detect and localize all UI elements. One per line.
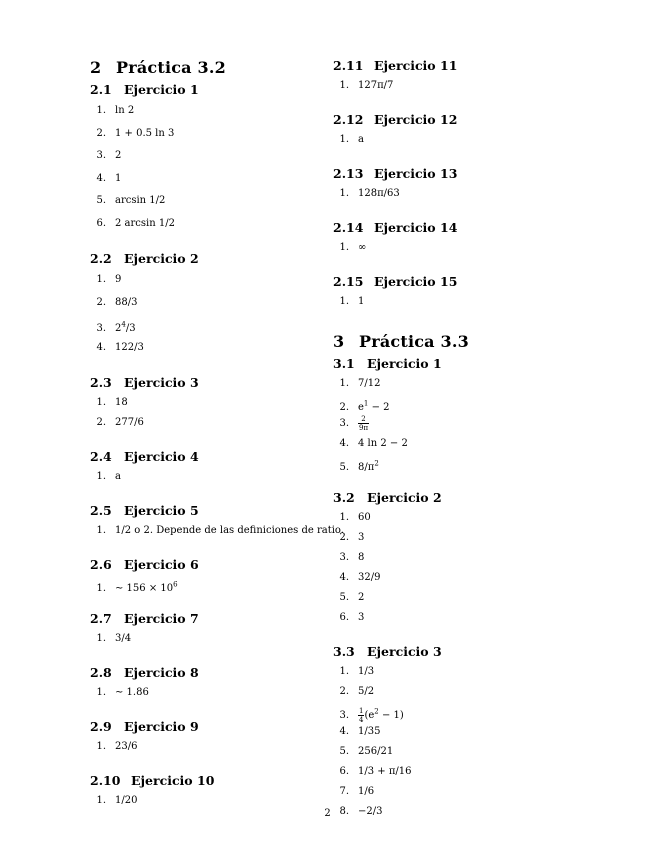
answer-exponent: 2 (374, 460, 379, 468)
answer-exponent: 2 (374, 708, 379, 716)
item-number: 1. (96, 633, 106, 644)
list-item (333, 76, 573, 96)
item-number: 1. (339, 80, 349, 91)
list-item (333, 528, 573, 548)
answer-list (333, 508, 573, 628)
subsection-number: 2.10 (90, 773, 121, 788)
subsection-number: 2.8 (90, 665, 112, 680)
answer-value: 18 (115, 397, 128, 408)
subsection-heading (90, 249, 330, 269)
answer-list (90, 629, 330, 649)
spacer (333, 628, 573, 642)
item-number: 2. (339, 686, 349, 697)
subsection-title: Ejercicio 12 (374, 112, 458, 127)
item-number: 5. (96, 195, 106, 206)
subsection-title: Ejercicio 2 (124, 251, 199, 266)
answer-list (90, 575, 330, 595)
list-item (333, 702, 573, 725)
item-number: 1. (339, 666, 349, 677)
subsection-heading (333, 164, 573, 184)
subsection-number: 2.14 (333, 220, 364, 235)
subsection-heading (90, 663, 330, 683)
subsection-title: Ejercicio 15 (374, 274, 458, 289)
item-number: 1. (96, 471, 106, 482)
list-item (333, 782, 573, 802)
answer-value: 5/2 (358, 686, 375, 697)
answer-base: ∼ 156 × 10 (115, 583, 174, 595)
item-number: 1. (96, 687, 106, 698)
item-number: 1. (339, 296, 349, 307)
spacer (90, 595, 330, 609)
subsection-title: Ejercicio 1 (367, 356, 442, 371)
subsection-number: 2.12 (333, 112, 364, 127)
answer-rest: /3 (125, 323, 136, 335)
list-item (333, 662, 573, 682)
answer-value: ∞ (358, 242, 367, 253)
list-item (333, 762, 573, 782)
answer-value: 1 + 0.5 ln 3 (115, 127, 175, 139)
answer-rest: − 2 (368, 402, 390, 414)
list-item (90, 190, 330, 213)
list-item (90, 145, 330, 168)
subsection-heading (90, 555, 330, 575)
answer-fraction (358, 415, 369, 432)
item-number: 1. (96, 741, 106, 752)
answer-value: 60 (358, 512, 371, 523)
answer-value (358, 462, 379, 473)
subsection-number: 2.1 (90, 82, 112, 97)
list-item (90, 100, 330, 123)
item-number: 5. (339, 746, 349, 757)
subsection-title: Ejercicio 3 (367, 644, 442, 659)
answer-list (333, 130, 573, 150)
list-item (90, 292, 330, 315)
item-number: 4. (339, 572, 349, 583)
subsection-number: 3.3 (333, 644, 355, 659)
subsection-number: 2.7 (90, 611, 112, 626)
answer-value: 277/6 (115, 417, 144, 428)
subsection-number: 2.6 (90, 557, 112, 572)
answer-value: 1 (358, 296, 365, 307)
fraction-denominator: 9π (359, 424, 369, 432)
answer-value: −2/3 (358, 806, 383, 817)
answer-list (333, 292, 573, 312)
answer-value: 4 ln 2 − 2 (358, 438, 408, 449)
subsection-title: Ejercicio 13 (374, 166, 458, 181)
subsection-title: Ejercicio 8 (124, 665, 199, 680)
spacer (90, 703, 330, 717)
list-item (90, 314, 330, 337)
fraction-denominator: 4 (359, 716, 364, 725)
item-number: 8. (339, 806, 349, 817)
list-item (90, 683, 330, 703)
list-item (90, 413, 330, 433)
fraction-numerator: 1 (359, 707, 364, 716)
answer-value: 1/2 o 2. Depende de las definiciones de ratio. (115, 525, 344, 536)
item-number: 1. (96, 525, 106, 536)
answer-list (333, 662, 573, 822)
subsection-number: 3.1 (333, 356, 355, 371)
item-number: 1. (339, 378, 349, 389)
spacer (90, 487, 330, 501)
list-item (333, 508, 573, 528)
spacer (333, 258, 573, 272)
subsection-title: Ejercicio 2 (367, 490, 442, 505)
item-number: 1. (339, 134, 349, 145)
subsection-heading (333, 110, 573, 130)
page-number: 2 (324, 808, 331, 819)
item-number: 3. (96, 150, 106, 161)
list-item (333, 568, 573, 588)
list-item (333, 682, 573, 702)
answer-value: 1/35 (358, 726, 381, 737)
right-column (333, 56, 573, 822)
answer-value: 23/6 (115, 741, 138, 752)
list-item (90, 629, 330, 649)
answer-list (90, 737, 330, 757)
item-number: 3. (339, 710, 349, 722)
subsection-number: 2.4 (90, 449, 112, 464)
list-item (90, 337, 330, 360)
answer-base: 2 (115, 323, 122, 335)
item-number: 1. (96, 795, 106, 806)
list-item (90, 575, 330, 595)
answer-rest: (e (364, 710, 375, 722)
item-number: 2. (96, 417, 106, 428)
list-item (333, 742, 573, 762)
list-item (333, 184, 573, 204)
answer-value: 8 (358, 552, 365, 563)
answer-value: arcsin 1/2 (115, 195, 166, 206)
answer-value: 32/9 (358, 572, 381, 583)
subsection-title: Ejercicio 7 (124, 611, 199, 626)
subsection-title: Ejercicio 4 (124, 449, 199, 464)
spacer (333, 204, 573, 218)
list-item (333, 588, 573, 608)
subsection-heading (90, 609, 330, 629)
subsection-title: Ejercicio 3 (124, 375, 199, 390)
answer-list (333, 238, 573, 258)
fraction-numerator: 2 (358, 415, 369, 424)
answer-base: e (358, 402, 364, 414)
answer-value: 3 (358, 532, 365, 543)
answer-value: 1 (115, 172, 122, 184)
item-number: 3. (339, 418, 349, 429)
list-item (90, 168, 330, 191)
item-number: 2. (339, 402, 349, 414)
subsection-number: 2.5 (90, 503, 112, 518)
spacer (333, 312, 573, 330)
spacer (333, 474, 573, 488)
spacer (90, 757, 330, 771)
subsection-heading (90, 717, 330, 737)
answer-exponent: 4 (121, 321, 126, 329)
answer-base: 8/π (358, 462, 375, 474)
spacer (90, 359, 330, 373)
answer-value: 122/3 (115, 341, 144, 353)
answer-value: 2 (115, 150, 122, 161)
list-item (333, 394, 573, 414)
subsection-heading (90, 373, 330, 393)
subsection-heading (90, 80, 330, 100)
answer-list (90, 683, 330, 703)
item-number: 1. (96, 583, 106, 595)
item-number: 5. (339, 592, 349, 603)
section-heading (90, 56, 330, 80)
list-item (90, 269, 330, 292)
list-item (90, 521, 344, 541)
subsection-title: Ejercicio 14 (374, 220, 458, 235)
item-number: 3. (339, 552, 349, 563)
subsection-heading (90, 771, 330, 791)
item-number: 1. (339, 242, 349, 253)
list-item (90, 467, 330, 487)
answer-value (358, 415, 369, 432)
section-number: 2 (90, 58, 102, 77)
spacer (90, 649, 330, 663)
list-item (90, 737, 330, 757)
item-number: 1. (339, 512, 349, 523)
answer-value: 127π/7 (358, 80, 394, 91)
section-title: Práctica 3.2 (116, 58, 226, 77)
subsection-title: Ejercicio 11 (374, 58, 458, 73)
answer-list (90, 467, 330, 487)
list-item (333, 130, 573, 150)
subsection-title: Ejercicio 1 (124, 82, 199, 97)
item-number: 1. (96, 397, 106, 408)
subsection-number: 3.2 (333, 490, 355, 505)
item-number: 4. (339, 726, 349, 737)
item-number: 7. (339, 786, 349, 797)
item-number: 5. (339, 462, 349, 474)
subsection-title: Ejercicio 10 (131, 773, 215, 788)
answer-value: 1/6 (358, 786, 375, 797)
subsection-heading (333, 272, 573, 292)
list-item (333, 722, 573, 742)
item-number: 4. (96, 341, 106, 353)
item-number: 4. (96, 172, 106, 184)
answer-value: 128π/63 (358, 188, 400, 199)
spacer (90, 235, 330, 249)
item-number: 2. (96, 296, 106, 308)
item-number: 4. (339, 438, 349, 449)
answer-value: 256/21 (358, 746, 394, 757)
item-number: 3. (96, 323, 106, 335)
subsection-title: Ejercicio 9 (124, 719, 199, 734)
subsection-number: 2.13 (333, 166, 364, 181)
answer-value: ∼ 1.86 (115, 687, 149, 698)
answer-value: 7/12 (358, 378, 381, 389)
answer-value: 88/3 (115, 296, 138, 308)
item-number: 1. (339, 188, 349, 199)
spacer (333, 96, 573, 110)
answer-value: 1/3 + π/16 (358, 766, 412, 777)
list-item (333, 292, 573, 312)
subsection-number: 2.3 (90, 375, 112, 390)
item-number: 6. (96, 217, 106, 229)
subsection-number: 2.15 (333, 274, 364, 289)
subsection-heading (333, 56, 573, 76)
answer-value (115, 323, 136, 334)
answer-value: a (358, 134, 364, 145)
spacer (333, 150, 573, 164)
answer-value: ln 2 (115, 105, 135, 116)
answer-value (358, 402, 390, 413)
spacer (90, 541, 330, 555)
section-title: Práctica 3.3 (359, 332, 469, 351)
subsection-number: 2.9 (90, 719, 112, 734)
answer-value: 2 arcsin 1/2 (115, 217, 175, 229)
list-item (333, 548, 573, 568)
item-number: 1. (96, 105, 106, 116)
list-item (333, 238, 573, 258)
subsection-title: Ejercicio 6 (124, 557, 199, 572)
list-item (333, 454, 573, 474)
section-heading (333, 330, 573, 354)
answer-value: 9 (115, 274, 122, 285)
spacer (90, 433, 330, 447)
subsection-heading (90, 447, 330, 467)
item-number: 2. (96, 127, 106, 139)
answer-list (90, 269, 330, 359)
subsection-number: 2.2 (90, 251, 112, 266)
list-item (333, 374, 573, 394)
subsection-heading (333, 354, 573, 374)
answer-value: 3 (358, 612, 365, 623)
answer-list (333, 76, 573, 96)
answer-exponent: 6 (173, 581, 178, 589)
answer-rest: − 1) (378, 710, 404, 722)
list-item (90, 123, 330, 146)
subsection-heading (333, 218, 573, 238)
item-number: 6. (339, 612, 349, 623)
list-item (333, 608, 573, 628)
subsection-heading (333, 488, 573, 508)
answer-list (90, 521, 344, 541)
answer-value: a (115, 471, 121, 482)
answer-value (115, 583, 178, 594)
answer-list (333, 184, 573, 204)
answer-value (358, 707, 404, 725)
item-number: 6. (339, 766, 349, 777)
list-item (90, 393, 330, 413)
subsection-title: Ejercicio 5 (124, 503, 199, 518)
answer-value: 3/4 (115, 633, 132, 644)
left-column (90, 56, 344, 811)
list-item (90, 213, 330, 236)
subsection-number: 2.11 (333, 58, 364, 73)
answer-exponent: 1 (363, 400, 369, 408)
subsection-heading (333, 642, 573, 662)
list-item (333, 434, 573, 454)
answer-list (90, 393, 330, 433)
answer-value: 1/20 (115, 795, 138, 806)
answer-value: 1/3 (358, 666, 375, 677)
answer-list (333, 374, 573, 474)
answer-list (90, 100, 330, 235)
subsection-heading (90, 501, 330, 521)
section-number: 3 (333, 332, 345, 351)
item-number: 2. (339, 532, 349, 543)
answer-value: 2 (358, 592, 365, 603)
list-item (333, 414, 573, 434)
item-number: 1. (96, 274, 106, 285)
